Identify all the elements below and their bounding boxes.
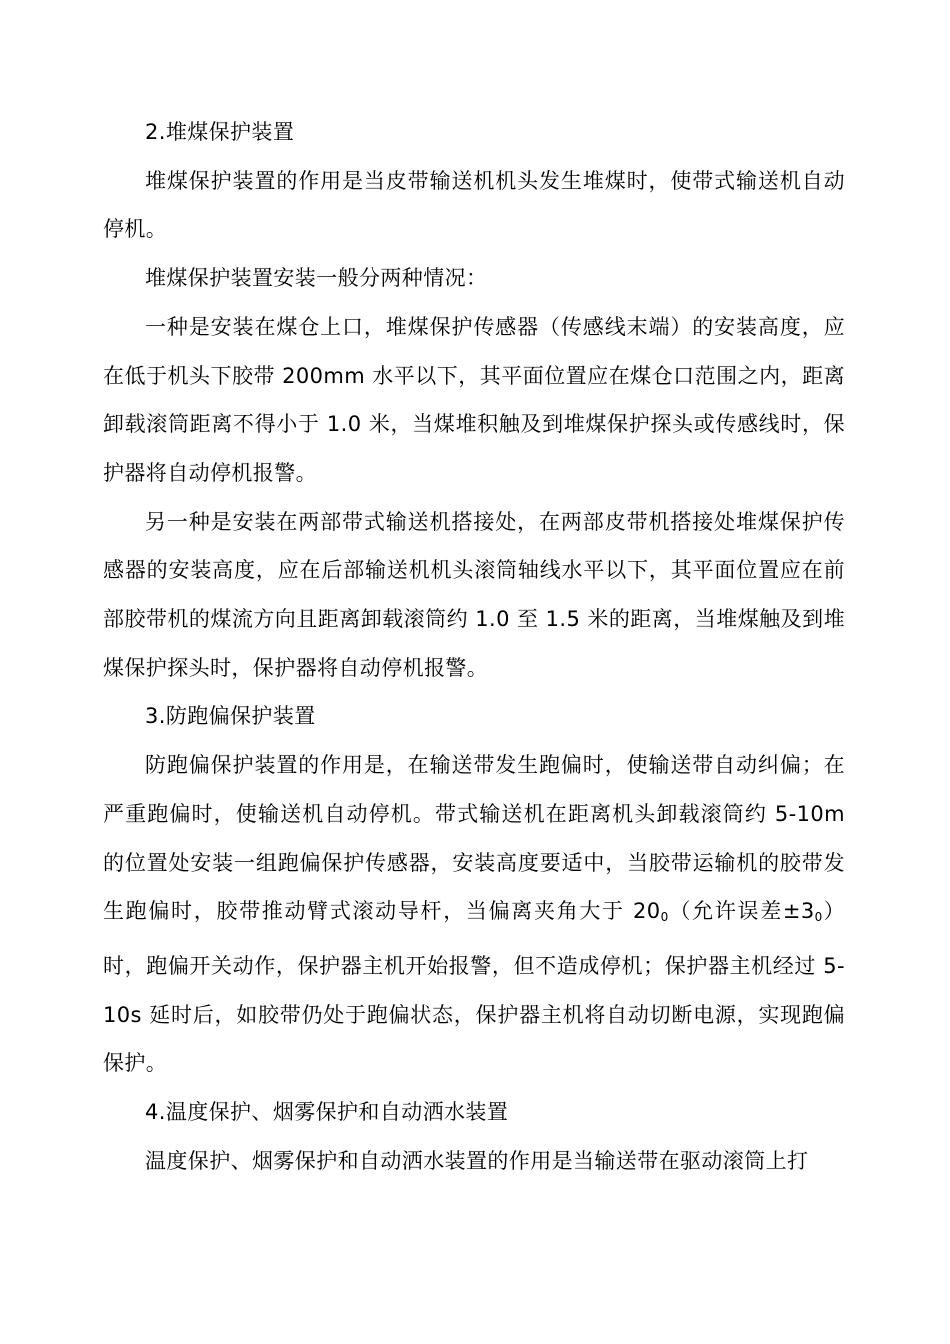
section-2-paragraph-purpose: 堆煤保护装置的作用是当皮带输送机机头发生堆煤时，使带式输送机自动停机。 [103, 168, 845, 242]
section-4-paragraph: 温度保护、烟雾保护和自动洒水装置的作用是当输送带在驱动滚筒上打 [145, 1148, 809, 1173]
section-3-heading: 3.防跑偏保护装置 [145, 704, 316, 729]
degree-subscript: 0 [814, 910, 823, 925]
section-3-text-part1: 防跑偏保护装置的作用是，在输送带发生跑偏时，使输送带自动纠偏；在严重跑偏时，使输送机自动停机。带式输送机在距离机头卸载滚筒约 5-10m 的位置处安装一组跑偏保护传感器，安装高度要适中，当胶带运输机的胶带发生跑偏时，胶带推动臂式滚动导杆，当偏离夹角大于 20 [103, 753, 845, 924]
document-body [103, 108, 845, 1185]
degree-subscript: 0 [660, 910, 669, 925]
section-3-text-part3: ）时，跑偏开关动作，保护器主机开始报警，但不造成停机；保护器主机经过 5-10s 延时后，如胶带仍处于跑偏状态，保护器主机将自动切断电源，实现跑偏保护。 [103, 899, 845, 1076]
section-3-paragraph [103, 741, 845, 1088]
section-2-paragraph-case-one: 一种是安装在煤仓上口，堆煤保护传感器（传感线末端）的安装高度，应在低于机头下胶带 200mm 水平以下，其平面位置应在煤仓口范围之内，距离卸载滚筒距离不得小于 1.0 米，当煤堆积触及到堆煤保护探头或传感线时，保护器将自动停机报警。 [103, 314, 845, 485]
section-2-heading: 2.堆煤保护装置 [145, 120, 295, 144]
section-4-heading: 4.温度保护、烟雾保护和自动洒水装置 [145, 1100, 509, 1125]
section-2-paragraph-cases: 堆煤保护装置安装一般分两种情况： [145, 266, 488, 291]
section-2-paragraph-case-two: 另一种是安装在两部带式输送机搭接处，在两部皮带机搭接处堆煤保护传感器的安装高度，应在后部输送机机头滚筒轴线水平以下，其平面位置应在前部胶带机的煤流方向且距离卸载滚筒约 1.0 至 1.5 米的距离，当堆煤触及到堆煤保护探头时，保护器将自动停机报警。 [103, 509, 845, 680]
section-3-text-part2: （允许误差±3 [668, 899, 815, 924]
